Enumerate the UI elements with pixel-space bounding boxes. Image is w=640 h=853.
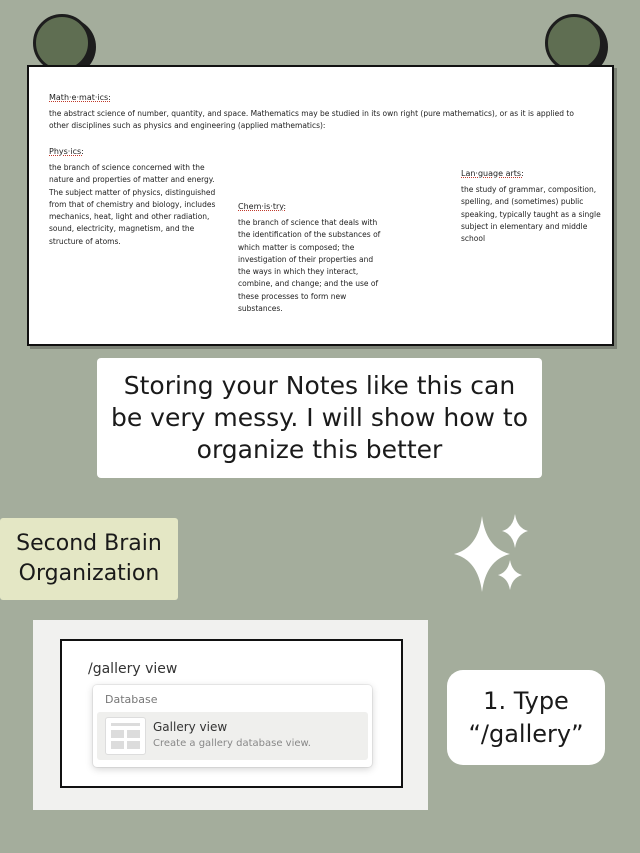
gallery-view-option[interactable] <box>97 712 368 760</box>
banner-text: Storing your Notes like this can be very messy. I will show how to organize this better <box>110 371 529 464</box>
menu-section-label: Database <box>105 693 158 706</box>
intro-banner <box>97 358 542 478</box>
notion-screenshot <box>33 620 428 810</box>
physics-term: Phys·ics: <box>49 147 84 156</box>
chemistry-note <box>238 202 383 315</box>
option-title: Gallery view <box>153 720 228 734</box>
math-note <box>49 93 594 133</box>
physics-note <box>49 147 217 248</box>
notes-card <box>27 65 614 346</box>
math-definition: the abstract science of number, quantity, and space. Mathematics may be studied in its own right (pure mathematics), or as it is applied to other disciplines such as physics and engineering (applied mathematics): <box>49 109 574 131</box>
language-arts-term: Lan·guage arts: <box>461 169 524 178</box>
language-arts-note <box>461 169 606 245</box>
editor-frame <box>60 639 403 788</box>
tag-text: Second Brain Organization <box>16 531 162 586</box>
sparkle-icon <box>452 510 532 596</box>
command-menu <box>93 685 372 767</box>
step-callout <box>447 670 605 765</box>
physics-definition: the branch of science concerned with the nature and properties of matter and energy. The subject matter of physics, distinguished from that of chemistry and biology, includes mechanics, heat, light and other radiation, sound, electricity, magnetism, and the structure of atoms. <box>49 163 216 246</box>
pin-icon <box>33 14 91 72</box>
chemistry-definition: the branch of science that deals with the identification of the substances of which matter is composed; the investigation of their properties and the ways in which they interact, combine, and change; and the use of these processes to form new substances. <box>238 218 381 314</box>
chemistry-term: Chem·is·try: <box>238 202 287 211</box>
gallery-view-icon <box>105 717 146 755</box>
math-term: Math·e·mat·ics: <box>49 93 111 102</box>
step-text: 1. Type “/gallery” <box>468 686 584 748</box>
section-tag <box>0 518 178 600</box>
pin-icon <box>545 14 603 72</box>
slash-command-input[interactable]: /gallery view <box>88 661 178 677</box>
option-subtitle: Create a gallery database view. <box>153 738 311 749</box>
language-arts-definition: the study of grammar, composition, spelling, and (sometimes) public speaking, typically taught as a single subject in elementary and middle school <box>461 185 601 244</box>
